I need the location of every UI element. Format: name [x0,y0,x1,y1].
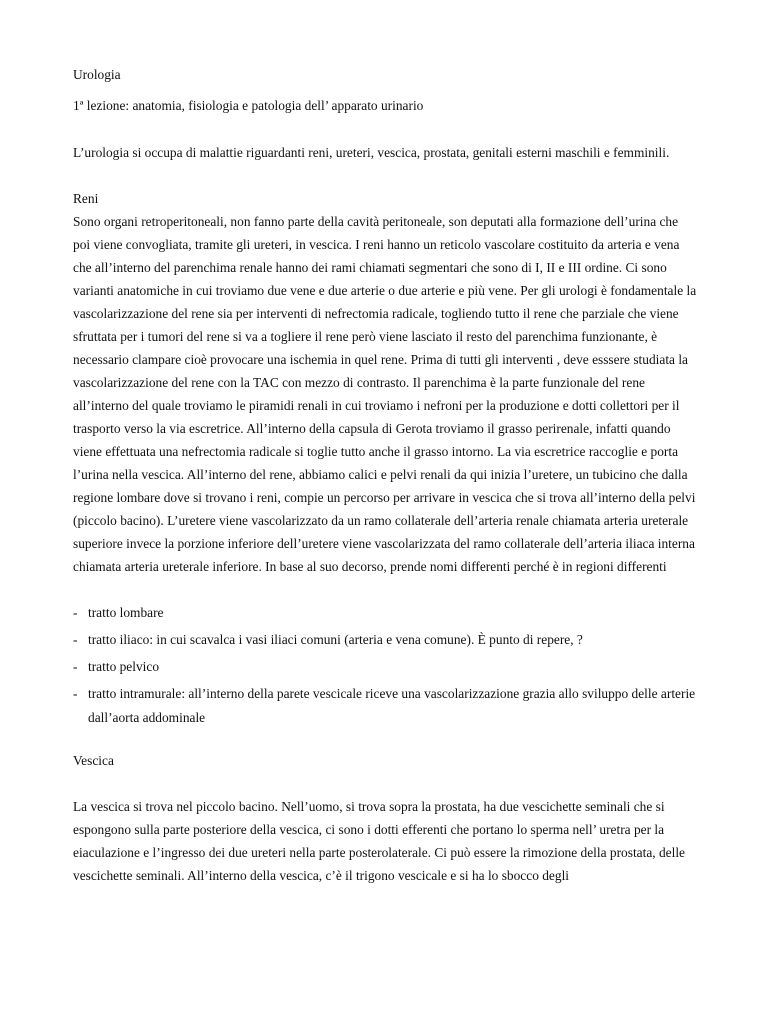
list-item-text: tratto intramurale: all’interno della parete vescicale riceve una vascolarizzazione grazia allo sviluppo delle arterie dall’aorta addominale [88,686,696,725]
intro-paragraph: L’urologia si occupa di malattie riguardanti reni, ureteri, vescica, prostata, genitali esterni maschili e femminili. [73,145,670,160]
list-dash: - [73,659,78,674]
document-title: Urologia [73,67,121,82]
spacer [73,733,698,749]
section-heading-reni: Reni [73,191,99,206]
spacer [73,125,698,141]
document-page [73,63,698,887]
list-item [73,682,698,729]
list-item-text: tratto iliaco: in cui scavalca i vasi iliaci comuni (arteria e vena comune). È punto di repere, ? [88,632,583,647]
vescica-paragraph: La vescica si trova nel piccolo bacino. Nell’uomo, si trova sopra la prostata, ha due vescichette seminali che si espongono sulla parte posteriore della vescica, ci sono i dotti efferenti che portano lo sperma nell’ uretra per la eiaculazione e l’ingresso dei due ureteri nella parte posterolaterale. Ci può essere la rimozione della prostata, delle vescichette seminali. All’interno della vescica, c’è il trigono vescicale e si ha lo sbocco degli [73,798,685,883]
reni-paragraph: Sono organi retroperitoneali, non fanno parte della cavità peritoneale, son deputati alla formazione dell’urina che poi viene convogliata, tramite gli ureteri, in vescica. I reni hanno un reticolo vascolare costituito da arteria e vena che all’interno del parenchima renale hanno dei rami chiamati segmentari che sono di I, II e III ordine. Ci sono varianti anatomiche in cui troviamo due vene e due arterie o due arterie e più vene. Per gli urologi è fondamentale la vascolarizzazione del rene sia per interventi di nefrectomia radicale, togliendo tutto il rene che parziale che viene sfruttata per i tumori del rene si va a togliere il rene però viene lasciato il resto del parenchima funzionante, è necessario clampare cioè provocare una ischemia in quel rene. Prima di tutti gli interventi , deve esssere studiata la vascolarizzazione del rene con la TAC con mezzo di contrasto. Il parenchima è la parte funzionale del rene all’interno del quale troviamo le piramidi renali in cui troviamo i nefroni per la produzione e dotti collettori per il trasporto verso la via escretrice. All’interno della capsula di Gerota troviamo il grasso perirenale, infatti quando viene effettuata una nefrectomia radicale si toglie tutto anche il grasso intorno. La via escretrice raccoglie e porta l’urina nella vescica. All’interno del rene, abbiamo calici e pelvi renali da qui inizia l’uretere, un tubicino che dalla regione lombare dove si trovano i reni, compie un percorso per arrivare in vescica che si trova all’interno della pelvi (piccolo bacino). L’uretere viene vascolarizzato da un ramo collaterale dell’arteria renale chiamata arteria ureterale superiore invece la porzione inferiore dell’uretere viene vascolarizzata del ramo collaterale dell’arteria iliaca interna chiamata arteria ureterale inferiore. In base al suo decorso, prende nomi differenti perché è in regioni differenti [73,214,697,574]
list-item [73,655,698,679]
section-heading-vescica: Vescica [73,752,114,768]
spacer [73,772,698,795]
list-item-text: tratto pelvico [88,659,160,674]
list-dash: - [73,605,78,620]
list-dash: - [73,632,78,647]
spacer [73,164,698,187]
ureter-tracts-list [73,601,698,729]
list-item [73,628,698,652]
spacer [73,578,698,601]
list-item [73,601,698,625]
list-item-text: tratto lombare [88,605,164,620]
lesson-title: 1ª lezione: anatomia, fisiologia e patologia dell’ apparato urinario [73,98,424,113]
list-dash: - [73,686,78,701]
